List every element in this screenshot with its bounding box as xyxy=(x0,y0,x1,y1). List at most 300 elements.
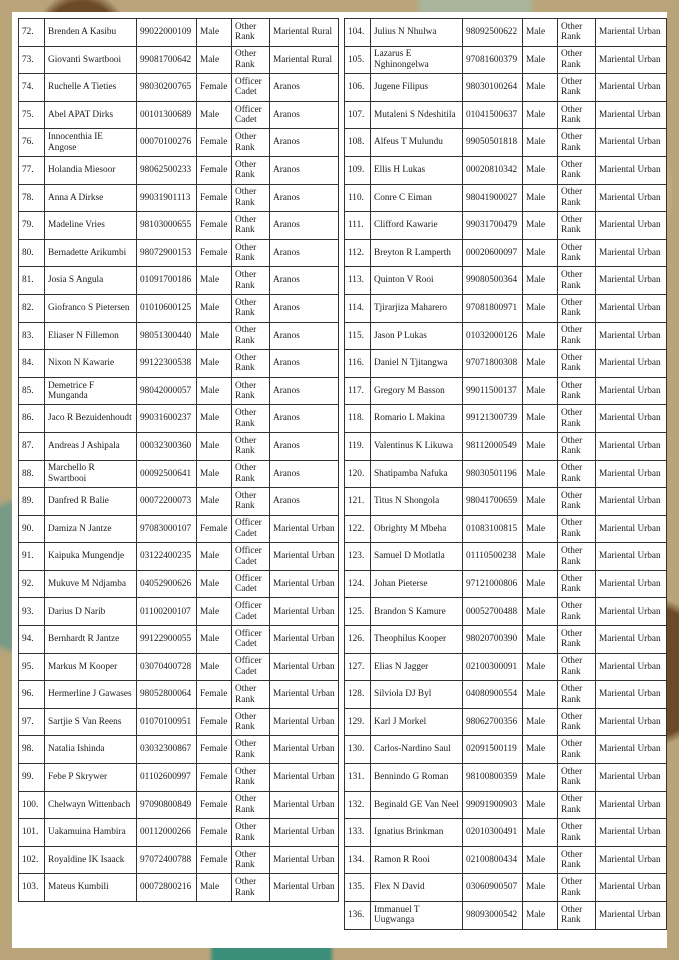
gender-cell: Female xyxy=(197,515,232,543)
rank-cell: Other Rank xyxy=(232,212,270,240)
name-cell: Darius D Narib xyxy=(45,598,137,626)
station-cell: Aranos xyxy=(270,239,339,267)
id-number-cell: 00032300360 xyxy=(137,432,197,460)
name-cell: Eliaser N Fillemon xyxy=(45,322,137,350)
name-cell: Obrighty M Mbeha xyxy=(371,515,463,543)
rank-cell: Other Rank xyxy=(558,846,596,874)
table-row xyxy=(345,819,667,847)
row-number: 94. xyxy=(19,626,45,654)
name-cell: Chelwayn Wittenbach xyxy=(45,791,137,819)
id-number-cell: 98112000549 xyxy=(463,432,523,460)
station-cell: Mariental Urban xyxy=(596,598,667,626)
name-cell: Ruchelle A Tieties xyxy=(45,74,137,102)
rank-cell: Other Rank xyxy=(558,156,596,184)
name-cell: Johan Pieterse xyxy=(371,570,463,598)
id-number-cell: 98092500622 xyxy=(463,19,523,47)
id-number-cell: 02091500119 xyxy=(463,736,523,764)
row-number: 118. xyxy=(345,405,371,433)
table-row xyxy=(345,708,667,736)
table-row xyxy=(345,488,667,516)
id-number-cell: 99050501818 xyxy=(463,129,523,157)
row-number: 119. xyxy=(345,432,371,460)
row-number: 97. xyxy=(19,708,45,736)
rank-cell: Other Rank xyxy=(232,736,270,764)
id-number-cell: 97083000107 xyxy=(137,515,197,543)
row-number: 102. xyxy=(19,846,45,874)
id-number-cell: 00092500641 xyxy=(137,460,197,488)
rank-cell: Other Rank xyxy=(232,129,270,157)
name-cell: Jugene Filipus xyxy=(371,74,463,102)
rank-cell: Officer Cadet xyxy=(232,570,270,598)
rank-cell: Other Rank xyxy=(558,19,596,47)
station-cell: Mariental Urban xyxy=(596,46,667,74)
table-row xyxy=(345,156,667,184)
rank-cell: Other Rank xyxy=(558,405,596,433)
id-number-cell: 98030501196 xyxy=(463,460,523,488)
station-cell: Aranos xyxy=(270,267,339,295)
station-cell: Mariental Urban xyxy=(596,239,667,267)
gender-cell: Male xyxy=(523,74,558,102)
table-row xyxy=(19,791,339,819)
id-number-cell: 03122400235 xyxy=(137,543,197,571)
name-cell: Lazarus E Nghinongelwa xyxy=(371,46,463,74)
row-number: 107. xyxy=(345,101,371,129)
row-number: 106. xyxy=(345,74,371,102)
table-row xyxy=(19,819,339,847)
id-number-cell: 99080500364 xyxy=(463,267,523,295)
row-number: 132. xyxy=(345,791,371,819)
id-number-cell: 02010300491 xyxy=(463,819,523,847)
row-number: 130. xyxy=(345,736,371,764)
name-cell: Mateus Kumbili xyxy=(45,874,137,902)
row-number: 125. xyxy=(345,598,371,626)
name-cell: Jaco R Bezuidenhoudt xyxy=(45,405,137,433)
row-number: 115. xyxy=(345,322,371,350)
rank-cell: Other Rank xyxy=(558,129,596,157)
station-cell: Mariental Urban xyxy=(596,681,667,709)
name-cell: Abel APAT Dirks xyxy=(45,101,137,129)
gender-cell: Male xyxy=(523,294,558,322)
row-number: 95. xyxy=(19,653,45,681)
gender-cell: Male xyxy=(197,460,232,488)
row-number: 128. xyxy=(345,681,371,709)
name-cell: Brenden A Kasibu xyxy=(45,19,137,47)
row-number: 93. xyxy=(19,598,45,626)
table-row xyxy=(19,846,339,874)
row-number: 78. xyxy=(19,184,45,212)
id-number-cell: 01070100951 xyxy=(137,708,197,736)
rank-cell: Other Rank xyxy=(558,764,596,792)
id-number-cell: 98030100264 xyxy=(463,74,523,102)
gender-cell: Male xyxy=(523,101,558,129)
gender-cell: Male xyxy=(197,653,232,681)
table-row xyxy=(19,101,339,129)
row-number: 110. xyxy=(345,184,371,212)
station-cell: Aranos xyxy=(270,350,339,378)
id-number-cell: 98093000542 xyxy=(463,902,523,930)
gender-cell: Male xyxy=(197,267,232,295)
id-number-cell: 97081800971 xyxy=(463,294,523,322)
table-row xyxy=(19,543,339,571)
name-cell: Ignatius Brinkman xyxy=(371,819,463,847)
id-number-cell: 99011500137 xyxy=(463,377,523,405)
table-row xyxy=(345,212,667,240)
name-cell: Andreas J Ashipala xyxy=(45,432,137,460)
row-number: 80. xyxy=(19,239,45,267)
rank-cell: Officer Cadet xyxy=(232,101,270,129)
table-row xyxy=(345,46,667,74)
id-number-cell: 99031901113 xyxy=(137,184,197,212)
row-number: 112. xyxy=(345,239,371,267)
row-number: 90. xyxy=(19,515,45,543)
name-cell: Uakamuina Hambira xyxy=(45,819,137,847)
row-number: 92. xyxy=(19,570,45,598)
rank-cell: Officer Cadet xyxy=(232,653,270,681)
rank-cell: Other Rank xyxy=(558,212,596,240)
station-cell: Mariental Urban xyxy=(270,819,339,847)
gender-cell: Female xyxy=(197,846,232,874)
station-cell: Mariental Urban xyxy=(596,184,667,212)
row-number: 85. xyxy=(19,377,45,405)
rank-cell: Other Rank xyxy=(232,267,270,295)
table-row xyxy=(345,239,667,267)
gender-cell: Male xyxy=(523,267,558,295)
id-number-cell: 97072400788 xyxy=(137,846,197,874)
id-number-cell: 99022000109 xyxy=(137,19,197,47)
name-cell: Bernadette Arikumbi xyxy=(45,239,137,267)
row-number: 87. xyxy=(19,432,45,460)
gender-cell: Male xyxy=(523,156,558,184)
table-row xyxy=(19,74,339,102)
station-cell: Mariental Urban xyxy=(596,156,667,184)
name-cell: Febe P Skrywer xyxy=(45,764,137,792)
station-cell: Mariental Urban xyxy=(596,488,667,516)
table-row xyxy=(345,294,667,322)
table-row xyxy=(345,350,667,378)
rank-cell: Other Rank xyxy=(232,350,270,378)
station-cell: Mariental Urban xyxy=(270,736,339,764)
table-row xyxy=(345,543,667,571)
station-cell: Mariental Urban xyxy=(596,819,667,847)
rank-cell: Other Rank xyxy=(232,681,270,709)
station-cell: Mariental Urban xyxy=(596,267,667,295)
page-content xyxy=(12,12,667,948)
id-number-cell: 00101300689 xyxy=(137,101,197,129)
rank-cell: Other Rank xyxy=(558,708,596,736)
station-cell: Aranos xyxy=(270,101,339,129)
table-row xyxy=(19,294,339,322)
table-row xyxy=(345,681,667,709)
table-row xyxy=(19,653,339,681)
row-number: 133. xyxy=(345,819,371,847)
gender-cell: Male xyxy=(197,598,232,626)
row-number: 77. xyxy=(19,156,45,184)
id-number-cell: 99091900903 xyxy=(463,791,523,819)
name-cell: Innocenthia IE Angose xyxy=(45,129,137,157)
table-row xyxy=(19,156,339,184)
name-cell: Natalia Ishinda xyxy=(45,736,137,764)
id-number-cell: 98042000057 xyxy=(137,377,197,405)
name-cell: Silviola DJ Byl xyxy=(371,681,463,709)
rank-cell: Other Rank xyxy=(558,570,596,598)
table-row xyxy=(19,874,339,902)
gender-cell: Male xyxy=(523,377,558,405)
id-number-cell: 97090800849 xyxy=(137,791,197,819)
station-cell: Mariental Urban xyxy=(596,294,667,322)
row-number: 113. xyxy=(345,267,371,295)
gender-cell: Female xyxy=(197,736,232,764)
gender-cell: Male xyxy=(523,791,558,819)
gender-cell: Male xyxy=(523,46,558,74)
station-cell: Mariental Urban xyxy=(270,681,339,709)
row-number: 72. xyxy=(19,19,45,47)
name-cell: Clifford Kawarie xyxy=(371,212,463,240)
row-number: 135. xyxy=(345,874,371,902)
station-cell: Mariental Urban xyxy=(596,846,667,874)
row-number: 79. xyxy=(19,212,45,240)
rank-cell: Other Rank xyxy=(558,432,596,460)
table-row xyxy=(19,184,339,212)
gender-cell: Female xyxy=(197,239,232,267)
rank-cell: Officer Cadet xyxy=(232,74,270,102)
id-number-cell: 98100800359 xyxy=(463,764,523,792)
rank-cell: Other Rank xyxy=(558,460,596,488)
name-cell: Bernhardt R Jantze xyxy=(45,626,137,654)
station-cell: Aranos xyxy=(270,405,339,433)
id-number-cell: 98020700390 xyxy=(463,626,523,654)
table-row xyxy=(19,598,339,626)
table-row xyxy=(19,377,339,405)
rank-cell: Other Rank xyxy=(232,764,270,792)
gender-cell: Male xyxy=(523,874,558,902)
gender-cell: Female xyxy=(197,681,232,709)
rank-cell: Officer Cadet xyxy=(232,543,270,571)
name-cell: Demetrice F Munganda xyxy=(45,377,137,405)
roster-table-right xyxy=(344,18,667,930)
station-cell: Mariental Urban xyxy=(596,101,667,129)
gender-cell: Male xyxy=(197,405,232,433)
table-row xyxy=(19,681,339,709)
name-cell: Royaldine IK Isaack xyxy=(45,846,137,874)
id-number-cell: 01091700186 xyxy=(137,267,197,295)
id-number-cell: 03070400728 xyxy=(137,653,197,681)
rank-cell: Other Rank xyxy=(558,543,596,571)
table-row xyxy=(19,405,339,433)
name-cell: Conre C Eiman xyxy=(371,184,463,212)
id-number-cell: 99031600237 xyxy=(137,405,197,433)
rank-cell: Other Rank xyxy=(232,46,270,74)
table-row xyxy=(19,129,339,157)
gender-cell: Male xyxy=(197,432,232,460)
station-cell: Mariental Urban xyxy=(596,377,667,405)
id-number-cell: 04080900554 xyxy=(463,681,523,709)
id-number-cell: 04052900626 xyxy=(137,570,197,598)
table-row xyxy=(345,874,667,902)
gender-cell: Male xyxy=(523,736,558,764)
station-cell: Mariental Urban xyxy=(270,791,339,819)
id-number-cell: 98041700659 xyxy=(463,488,523,516)
row-number: 124. xyxy=(345,570,371,598)
row-number: 81. xyxy=(19,267,45,295)
table-row xyxy=(19,460,339,488)
name-cell: Danfred R Balie xyxy=(45,488,137,516)
table-row xyxy=(345,19,667,47)
gender-cell: Female xyxy=(197,212,232,240)
station-cell: Aranos xyxy=(270,74,339,102)
station-cell: Aranos xyxy=(270,460,339,488)
station-cell: Aranos xyxy=(270,377,339,405)
gender-cell: Male xyxy=(197,570,232,598)
id-number-cell: 99122900055 xyxy=(137,626,197,654)
id-number-cell: 98030200765 xyxy=(137,74,197,102)
name-cell: Ramon R Rooi xyxy=(371,846,463,874)
row-number: 134. xyxy=(345,846,371,874)
row-number: 98. xyxy=(19,736,45,764)
table-row xyxy=(19,19,339,47)
id-number-cell: 00020600097 xyxy=(463,239,523,267)
gender-cell: Male xyxy=(523,239,558,267)
gender-cell: Female xyxy=(197,129,232,157)
table-row xyxy=(19,736,339,764)
name-cell: Holandia Miesoor xyxy=(45,156,137,184)
row-number: 114. xyxy=(345,294,371,322)
gender-cell: Male xyxy=(197,488,232,516)
name-cell: Marchello R Swartbooi xyxy=(45,460,137,488)
table-row xyxy=(19,626,339,654)
id-number-cell: 02100800434 xyxy=(463,846,523,874)
name-cell: Nixon N Kawarie xyxy=(45,350,137,378)
gender-cell: Male xyxy=(523,405,558,433)
table-row xyxy=(19,322,339,350)
table-row xyxy=(345,460,667,488)
name-cell: Bennindo G Roman xyxy=(371,764,463,792)
name-cell: Mutaleni S Ndeshitila xyxy=(371,101,463,129)
name-cell: Quinton V Rooi xyxy=(371,267,463,295)
table-row xyxy=(345,598,667,626)
station-cell: Mariental Urban xyxy=(270,653,339,681)
gender-cell: Male xyxy=(523,515,558,543)
id-number-cell: 01041500637 xyxy=(463,101,523,129)
gender-cell: Female xyxy=(197,764,232,792)
rank-cell: Other Rank xyxy=(232,156,270,184)
name-cell: Giovanti Swartbooi xyxy=(45,46,137,74)
rank-cell: Officer Cadet xyxy=(232,598,270,626)
gender-cell: Male xyxy=(523,322,558,350)
table-row xyxy=(345,791,667,819)
row-number: 104. xyxy=(345,19,371,47)
gender-cell: Male xyxy=(197,46,232,74)
id-number-cell: 03032300867 xyxy=(137,736,197,764)
row-number: 111. xyxy=(345,212,371,240)
rank-cell: Other Rank xyxy=(558,598,596,626)
station-cell: Mariental Urban xyxy=(270,543,339,571)
row-number: 117. xyxy=(345,377,371,405)
station-cell: Aranos xyxy=(270,212,339,240)
rank-cell: Other Rank xyxy=(558,902,596,930)
row-number: 76. xyxy=(19,129,45,157)
rank-cell: Other Rank xyxy=(232,184,270,212)
id-number-cell: 01100200107 xyxy=(137,598,197,626)
rank-cell: Other Rank xyxy=(558,267,596,295)
table-row xyxy=(345,377,667,405)
id-number-cell: 98062700356 xyxy=(463,708,523,736)
id-number-cell: 99031700479 xyxy=(463,212,523,240)
name-cell: Kaipuka Mungendje xyxy=(45,543,137,571)
rank-cell: Other Rank xyxy=(558,681,596,709)
gender-cell: Male xyxy=(523,626,558,654)
station-cell: Mariental Urban xyxy=(596,736,667,764)
gender-cell: Male xyxy=(523,764,558,792)
table-row xyxy=(19,764,339,792)
row-number: 84. xyxy=(19,350,45,378)
id-number-cell: 02100300091 xyxy=(463,653,523,681)
table-row xyxy=(345,184,667,212)
table-row xyxy=(345,846,667,874)
table-row xyxy=(19,46,339,74)
station-cell: Aranos xyxy=(270,156,339,184)
gender-cell: Male xyxy=(523,129,558,157)
station-cell: Mariental Urban xyxy=(270,708,339,736)
station-cell: Mariental Urban xyxy=(596,212,667,240)
station-cell: Aranos xyxy=(270,294,339,322)
id-number-cell: 99122300538 xyxy=(137,350,197,378)
id-number-cell: 03060900507 xyxy=(463,874,523,902)
id-number-cell: 99121300739 xyxy=(463,405,523,433)
station-cell: Mariental Urban xyxy=(596,708,667,736)
id-number-cell: 97081600379 xyxy=(463,46,523,74)
gender-cell: Male xyxy=(523,19,558,47)
table-row xyxy=(19,570,339,598)
row-number: 103. xyxy=(19,874,45,902)
gender-cell: Female xyxy=(197,791,232,819)
row-number: 126. xyxy=(345,626,371,654)
id-number-cell: 00070100276 xyxy=(137,129,197,157)
name-cell: Titus N Shongola xyxy=(371,488,463,516)
table-row xyxy=(345,74,667,102)
name-cell: Josia S Angula xyxy=(45,267,137,295)
station-cell: Mariental Urban xyxy=(596,515,667,543)
rank-cell: Officer Cadet xyxy=(232,626,270,654)
id-number-cell: 98052800064 xyxy=(137,681,197,709)
gender-cell: Male xyxy=(197,322,232,350)
gender-cell: Male xyxy=(197,543,232,571)
station-cell: Aranos xyxy=(270,129,339,157)
table-row xyxy=(19,488,339,516)
table-row xyxy=(345,432,667,460)
table-row xyxy=(345,902,667,930)
station-cell: Mariental Urban xyxy=(270,846,339,874)
rank-cell: Other Rank xyxy=(558,239,596,267)
gender-cell: Male xyxy=(523,846,558,874)
station-cell: Mariental Rural xyxy=(270,19,339,47)
station-cell: Aranos xyxy=(270,322,339,350)
table-row xyxy=(19,708,339,736)
row-number: 88. xyxy=(19,460,45,488)
roster-table-left xyxy=(18,18,339,902)
table-row xyxy=(19,515,339,543)
station-cell: Mariental Urban xyxy=(596,405,667,433)
name-cell: Carlos-Nardino Saul xyxy=(371,736,463,764)
station-cell: Mariental Urban xyxy=(270,874,339,902)
name-cell: Daniel N Tjitangwa xyxy=(371,350,463,378)
rank-cell: Other Rank xyxy=(232,19,270,47)
table-row xyxy=(345,267,667,295)
row-number: 108. xyxy=(345,129,371,157)
station-cell: Mariental Urban xyxy=(596,19,667,47)
row-number: 82. xyxy=(19,294,45,322)
row-number: 129. xyxy=(345,708,371,736)
gender-cell: Male xyxy=(197,874,232,902)
